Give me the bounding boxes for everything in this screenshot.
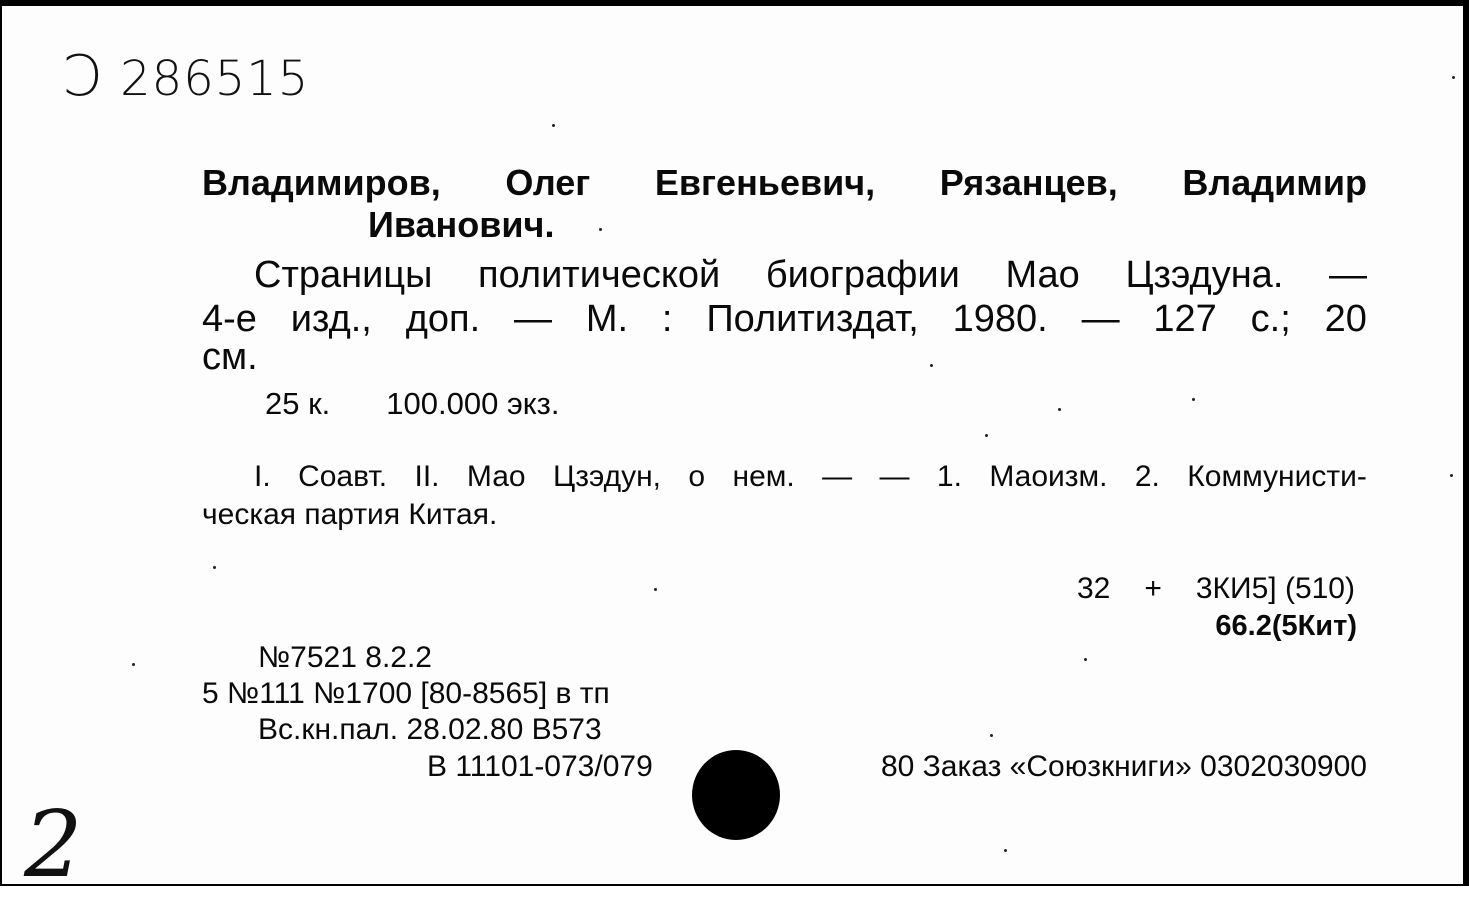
tracing-word: 2. — [1134, 460, 1160, 493]
title-word: — — [1081, 298, 1120, 340]
speck — [985, 434, 988, 437]
speck — [132, 663, 135, 666]
author-line-1 — [202, 162, 1367, 204]
author-word: Владимиров, — [202, 162, 441, 203]
title-word: : — [661, 298, 673, 340]
call-number-prefix: Ɔ — [62, 44, 103, 109]
classification-primary — [1077, 572, 1355, 606]
tracing-word: — — [879, 460, 910, 493]
speck — [213, 566, 216, 569]
order-right: 80 Заказ «Союзкниги» 0302030900 — [880, 750, 1367, 783]
title-word: 4-е — [202, 298, 257, 340]
title-word: с.; — [1250, 298, 1291, 340]
title-word: доп. — [405, 298, 481, 340]
author-line-2: Иванович. — [368, 204, 555, 245]
classification-part: 32 — [1076, 572, 1111, 605]
classification-part: + — [1144, 572, 1162, 605]
tracing-word: Маоизм. — [989, 460, 1108, 493]
price: 25 к. — [265, 386, 331, 421]
code-line-2: 5 №111 №1700 [80-8565] в тп — [202, 677, 610, 710]
speck — [1452, 76, 1455, 79]
speck — [1058, 408, 1061, 411]
title-word: 20 — [1324, 298, 1367, 340]
print-run: 100.000 экз. — [386, 386, 560, 421]
title-word: Мао — [1005, 254, 1080, 296]
title-word: — — [1328, 254, 1367, 296]
tracing-word: Мао — [466, 460, 526, 493]
order-line — [427, 750, 1367, 784]
speck — [599, 228, 602, 231]
speck — [930, 364, 933, 367]
tracing-word: — — [822, 460, 853, 493]
author-word: Евгеньевич, — [654, 162, 876, 203]
corner-handwritten-mark: 2 — [24, 791, 83, 898]
tracing-word: 1. — [936, 460, 962, 493]
tracing-line-2: ческая партия Китая. — [202, 498, 498, 531]
speck — [990, 734, 993, 737]
tracing-word: Цзэдун, — [553, 460, 662, 493]
author-word: Рязанцев, — [939, 162, 1118, 203]
price-and-print-run — [265, 386, 560, 422]
title-word: Цзэдуна. — [1125, 254, 1284, 296]
title-line-1 — [202, 253, 1367, 297]
author-word: Олег — [505, 162, 591, 203]
title-word: — — [514, 298, 553, 340]
title-word: биографии — [765, 254, 960, 296]
call-number — [62, 44, 309, 109]
title-word: Страницы — [254, 254, 433, 296]
tracing-word: Соавт. — [298, 460, 388, 493]
classification-part: 3КИ5] (510) — [1195, 572, 1355, 605]
tracing-line-1 — [202, 458, 1367, 496]
author-heading — [202, 162, 1367, 246]
publisher-codes — [202, 640, 610, 748]
title-word: политической — [478, 254, 721, 296]
tracing-word: нем. — [732, 460, 795, 493]
tracings — [202, 458, 1367, 534]
code-line-3: Вс.кн.пал. 28.02.80 В573 — [258, 713, 602, 746]
speck — [1004, 849, 1007, 852]
title-word: изд., — [290, 298, 372, 340]
speck — [1192, 398, 1195, 401]
code-line-1: №7521 8.2.2 — [258, 641, 432, 674]
tracing-word: II. — [414, 460, 440, 493]
title-line-3: см. — [202, 336, 258, 378]
author-word: Владимир — [1182, 162, 1367, 203]
tracing-word: I. — [254, 460, 271, 493]
classification-secondary: 66.2(5Кит) — [1215, 610, 1357, 642]
tracing-word: Коммунисти- — [1187, 460, 1367, 493]
speck — [654, 588, 657, 591]
punch-hole — [692, 750, 780, 840]
call-number-value: 286515 — [120, 51, 310, 107]
tracing-word: о — [688, 460, 706, 493]
order-left: В 11101-073/079 — [427, 750, 653, 783]
title-word: 127 — [1153, 298, 1217, 340]
title-word: 1980. — [952, 298, 1048, 340]
title-word: Политиздат, — [706, 298, 919, 340]
title-word: М. — [585, 298, 629, 340]
title-statement — [202, 253, 1367, 378]
speck — [1450, 474, 1453, 477]
title-line-2 — [202, 297, 1367, 341]
speck — [1084, 658, 1087, 661]
speck — [552, 124, 555, 127]
